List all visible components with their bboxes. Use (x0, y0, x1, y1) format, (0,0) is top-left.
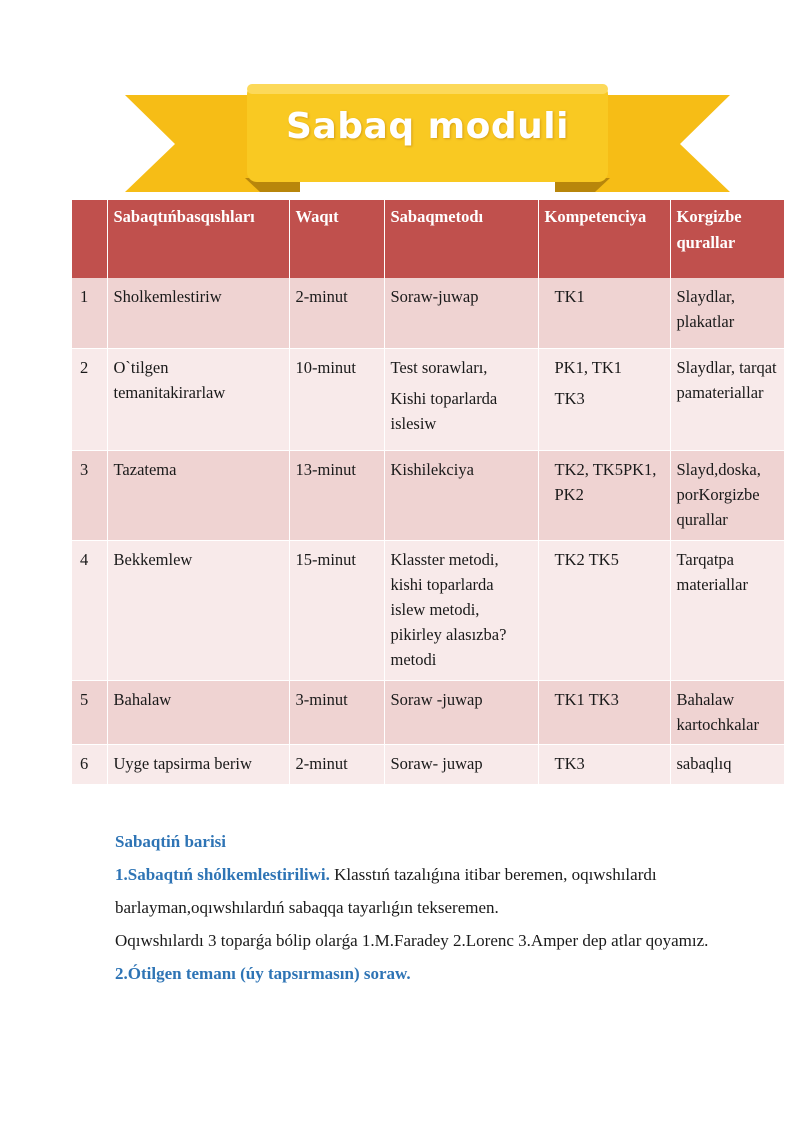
row-stage: Sholkemlestiriw (107, 278, 289, 348)
table-row (72, 540, 784, 680)
title-banner (125, 80, 730, 200)
row-method: Soraw -juwap (384, 680, 538, 744)
row-time: 13-minut (289, 450, 384, 540)
row-competency: TK2, TK5PK1, PK2 (538, 450, 670, 540)
step1-paragraph (115, 858, 755, 924)
row-number: 1 (72, 278, 107, 348)
row-stage: Uyge tapsirma beriw (107, 744, 289, 784)
row-time: 3-minut (289, 680, 384, 744)
row-tools: Slaydlar, tarqatpamateriallar (670, 348, 784, 450)
row-method: Kishilekciya (384, 450, 538, 540)
row-tools: Slaydlar, plakatlar (670, 278, 784, 348)
row-tools: Slayd,doska, porKorgizbe qurallar (670, 450, 784, 540)
row-number: 3 (72, 450, 107, 540)
row-time: 15-minut (289, 540, 384, 680)
table-row (72, 744, 784, 784)
row-stage: O`tilgen temanitakirarlaw (107, 348, 289, 450)
header-number (72, 200, 107, 278)
table-row (72, 348, 784, 450)
section-heading: Sabaqtiń barisi (115, 832, 227, 851)
row-competency: TK1 (538, 278, 670, 348)
header-competency: Kompetenciya (538, 200, 670, 278)
step2-heading: 2.Ótilgen temanı (úy tapsırmasın) soraw. (115, 964, 411, 983)
row-number: 2 (72, 348, 107, 450)
header-tools: Korgizbe qurallar (670, 200, 784, 278)
row-method: Soraw- juwap (384, 744, 538, 784)
header-method: Sabaqmetodı (384, 200, 538, 278)
table-row (72, 450, 784, 540)
row-competency: TK3 (538, 744, 670, 784)
table-row (72, 680, 784, 744)
row-method: Test sorawları, Kishi toparlarda islesiw (384, 348, 538, 450)
row-tools: Tarqatpa materiallar (670, 540, 784, 680)
row-time: 2-minut (289, 278, 384, 348)
step1-label: 1.Sabaqtıń shólkemlestiriliwi. (115, 865, 330, 884)
row-number: 6 (72, 744, 107, 784)
row-method: Klasster metodi, kishi toparlarda islew metodi, pikirley alasızba? metodi (384, 540, 538, 680)
groups-paragraph: Oqıwshılardı 3 toparǵa bólip olarǵa 1.M.Faradey 2.Lorenc 3.Amper dep atlar qoyamız. (115, 931, 709, 950)
header-time: Waqıt (289, 200, 384, 278)
row-time: 2-minut (289, 744, 384, 784)
table-header-row (72, 200, 784, 278)
row-tools: sabaqlıq (670, 744, 784, 784)
row-stage: Tazatema (107, 450, 289, 540)
header-stage: Sabaqtıńbasqıshları (107, 200, 289, 278)
row-stage: Bahalaw (107, 680, 289, 744)
row-competency: PK1, TK1 TK3 (538, 348, 670, 450)
row-method: Soraw-juwap (384, 278, 538, 348)
table-row (72, 278, 784, 348)
lesson-table (72, 200, 785, 785)
row-competency: TK1 TK3 (538, 680, 670, 744)
step1-text: Klasstıń tazalıǵına itibar beremen, oqıwshılardı barlayman,oqıwshılardıń sabaqqa tayarlıǵın tekseremen. (115, 865, 657, 917)
row-tools: Bahalaw kartochkalar (670, 680, 784, 744)
banner-title: Sabaq moduli (286, 106, 569, 147)
row-time: 10-minut (289, 348, 384, 450)
row-number: 4 (72, 540, 107, 680)
row-number: 5 (72, 680, 107, 744)
row-competency: TK2 TK5 (538, 540, 670, 680)
row-stage: Bekkemlew (107, 540, 289, 680)
lesson-description (115, 825, 755, 990)
